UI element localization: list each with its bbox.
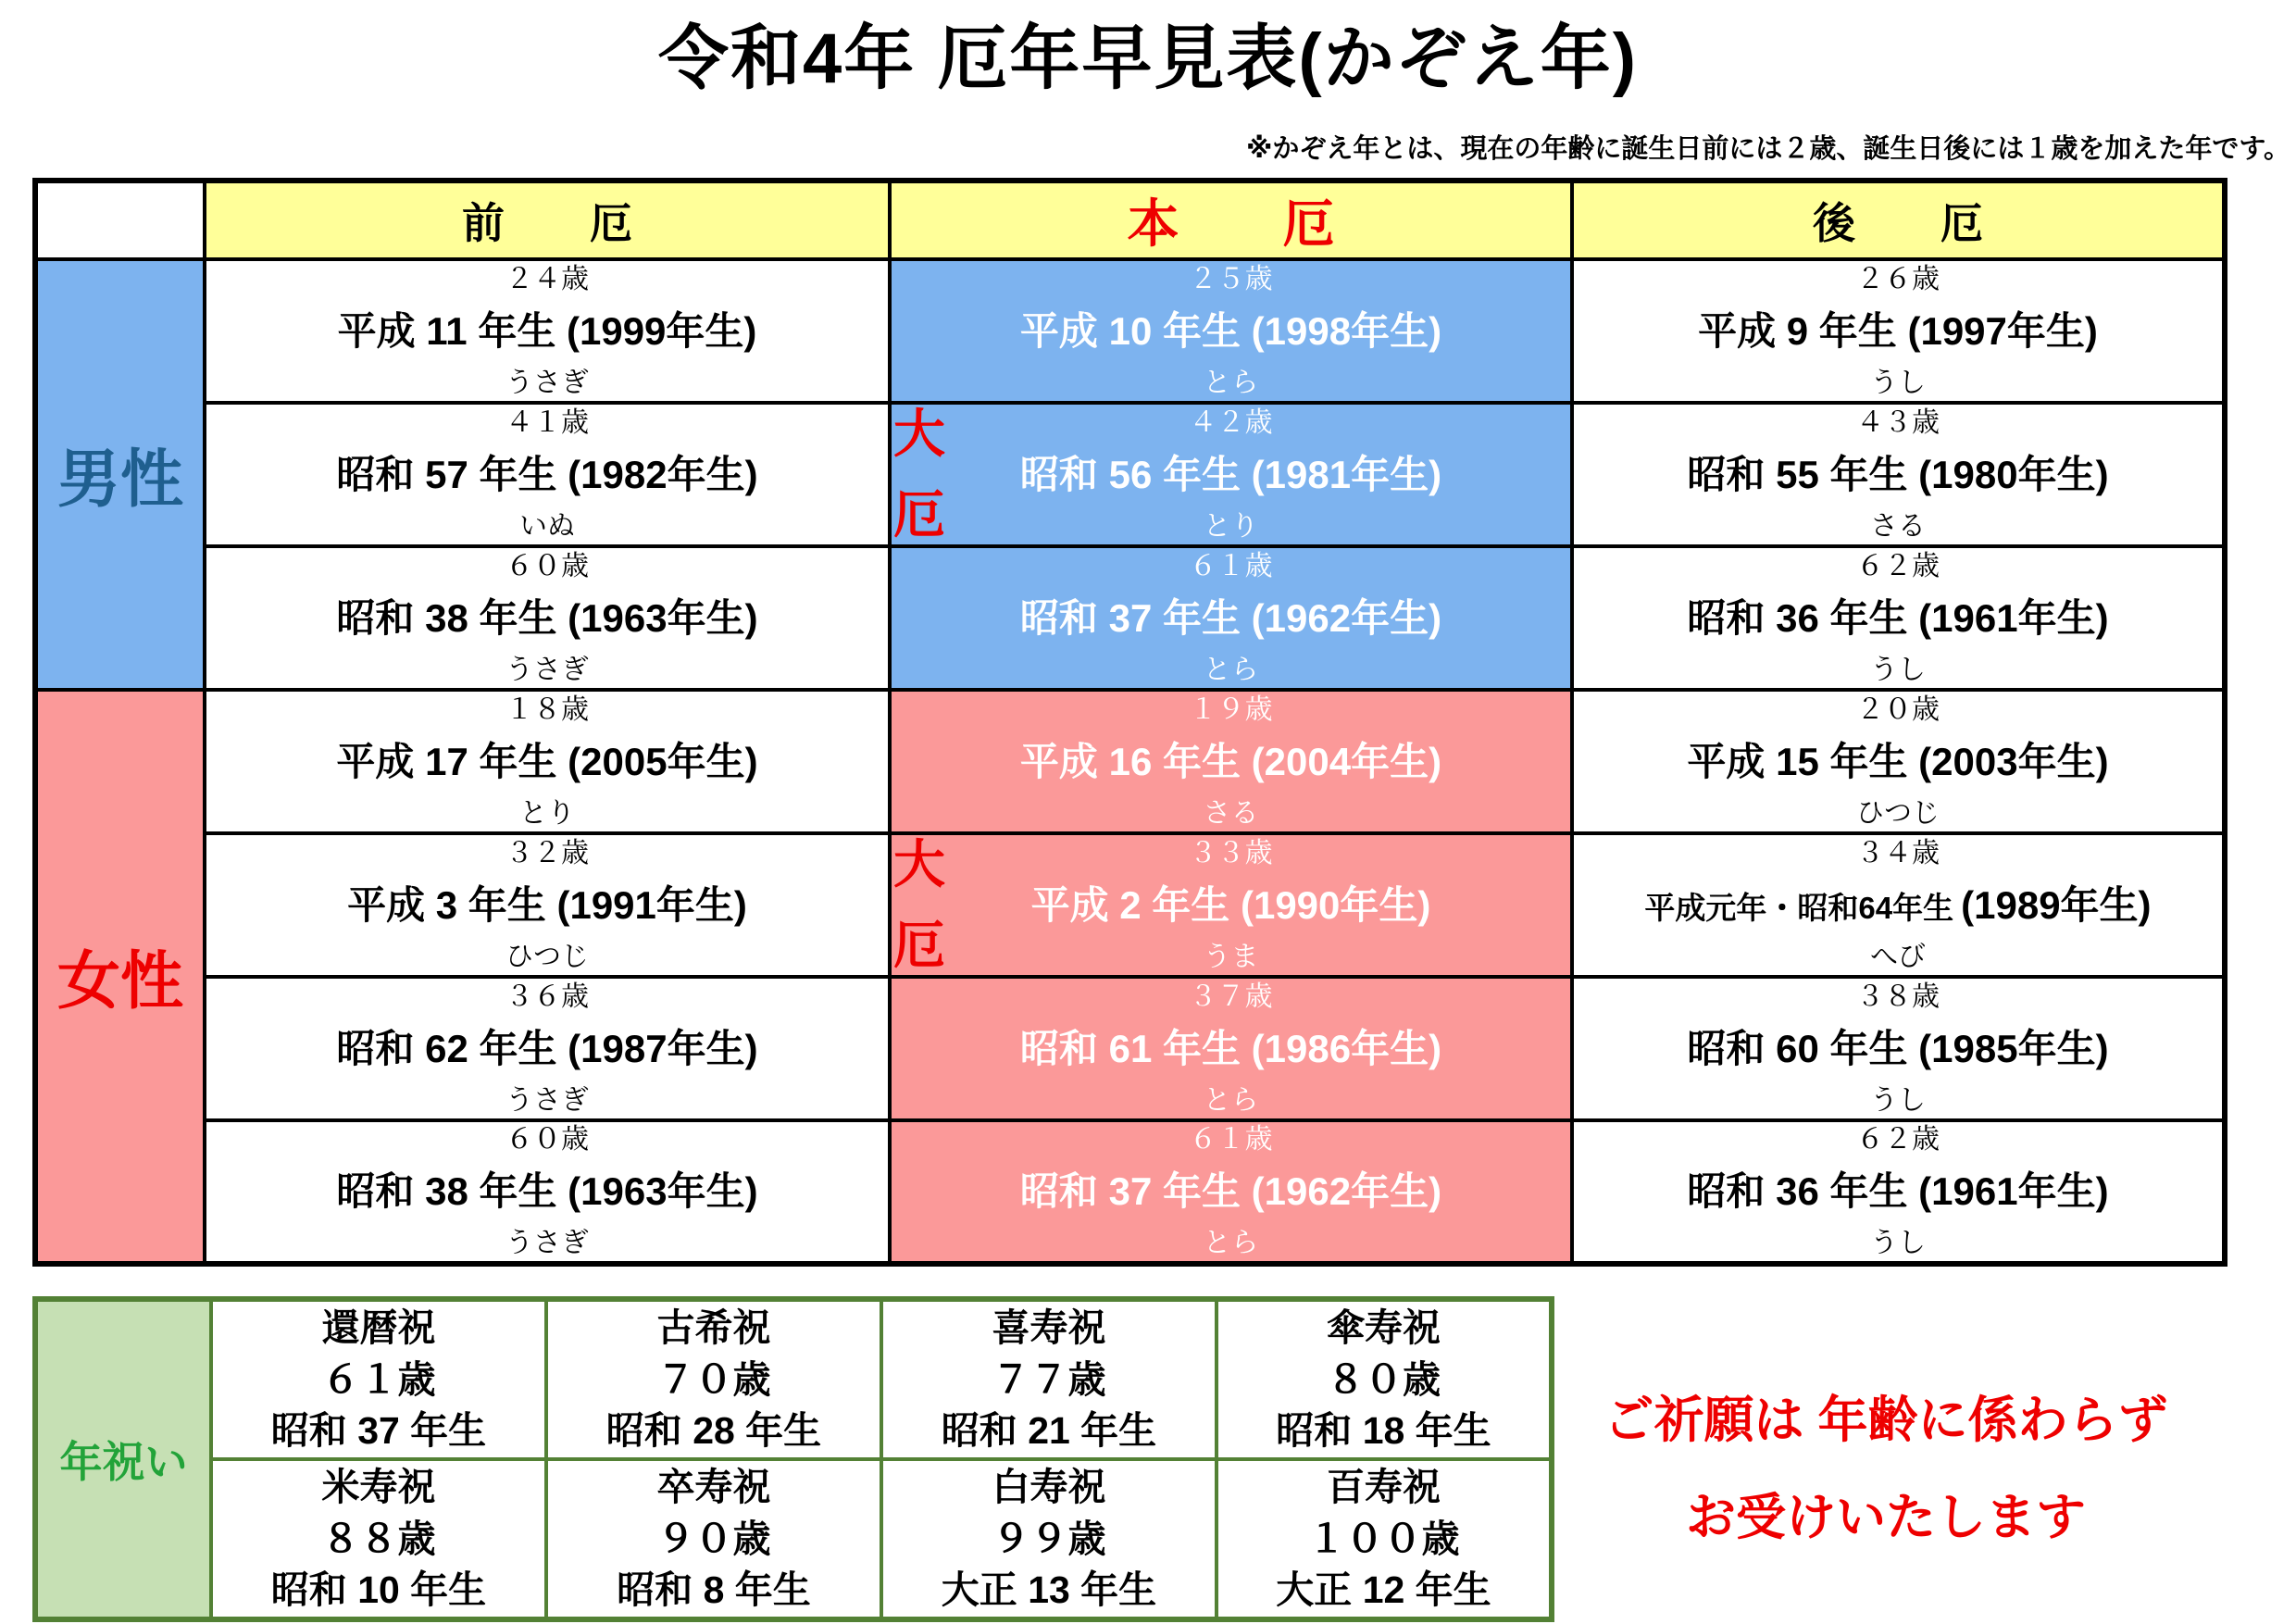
year-line: 平成 10 年生 (1998年生) [1019, 308, 1442, 353]
col-header-maeyaku: 前 厄 [205, 181, 890, 259]
celebration-cell-hyakuju [1217, 1459, 1552, 1619]
cell-male2-maeyaku [205, 403, 890, 546]
cell-male1-honyaku [890, 259, 1572, 403]
year-line: 昭和 56 年生 (1981年生) [1019, 452, 1442, 496]
celebration-row [35, 1459, 1552, 1619]
celebration-cell-beiju [211, 1459, 546, 1619]
table-row [35, 690, 2225, 833]
zodiac-line: ひつじ [1856, 797, 1940, 829]
group-label-female: 女性 [35, 690, 205, 1264]
year-line: 昭和 36 年生 (1961年生) [1687, 1169, 2109, 1213]
zodiac-line: うし [1870, 367, 1926, 398]
table-row [35, 546, 2225, 690]
zodiac-line: さる [1870, 510, 1926, 542]
zodiac-line: とら [1203, 654, 1259, 685]
celebration-name: 卒寿祝 [656, 1466, 771, 1508]
page-title: 令和4年 厄年早見表(かぞえ年) [658, 19, 1638, 98]
year-line: 昭和 38 年生 (1963年生) [336, 1169, 758, 1213]
age-line: １９歳 [1189, 693, 1273, 725]
col-header-atoyaku: 後 厄 [1572, 181, 2225, 259]
taiyaku-mark [893, 835, 945, 974]
age-line: ３７歳 [1189, 981, 1273, 1012]
age-line: ６０歳 [505, 1124, 589, 1155]
zodiac-line: とら [1203, 1084, 1259, 1116]
col-header-honyaku: 本 厄 [890, 181, 1572, 259]
cell-male2-atoyaku [1572, 403, 2225, 546]
cell-female2-maeyaku [205, 833, 890, 977]
celebration-name: 百寿祝 [1327, 1466, 1441, 1508]
celebration-age: ７０歳 [656, 1357, 771, 1401]
celebration-cell-kiju [881, 1299, 1217, 1459]
cell-female1-honyaku [890, 690, 1572, 833]
celebration-age: ９０歳 [656, 1517, 771, 1560]
kazoedoshi-note: ※かぞえ年とは、現在の年齢に誕生日前には２歳、誕生日後には１歳を加えた年です。 [1246, 134, 2290, 164]
cell-female2-honyaku [890, 833, 1572, 977]
header-row [35, 181, 2225, 259]
zodiac-line: とり [1203, 510, 1259, 542]
celebration-age: ７７歳 [992, 1357, 1106, 1401]
celebration-table [32, 1296, 1554, 1622]
age-line: ４２歳 [1189, 406, 1273, 438]
celebration-cell-kanreki [211, 1299, 546, 1459]
age-line: ２５歳 [1189, 263, 1273, 294]
year-line: 平成 9 年生 (1997年生) [1698, 308, 2098, 353]
cell-female3-maeyaku [205, 977, 890, 1120]
celebration-name: 喜寿祝 [992, 1306, 1106, 1349]
yakudoshi-table [32, 178, 2227, 1267]
celebration-cell-koki [546, 1299, 881, 1459]
celebration-year: 昭和 21 年生 [941, 1409, 1157, 1452]
zodiac-line: うさぎ [505, 1084, 589, 1116]
zodiac-line: とり [519, 797, 575, 829]
age-line: ２６歳 [1856, 263, 1940, 294]
age-line: ６１歳 [1189, 1124, 1273, 1155]
blessing-message [1550, 1393, 2222, 1546]
zodiac-line: へび [1870, 941, 1926, 972]
cell-female4-atoyaku [1572, 1120, 2225, 1264]
year-line: 昭和 57 年生 (1982年生) [336, 452, 758, 496]
celebration-year: 昭和 28 年生 [605, 1409, 822, 1452]
year-line: 昭和 55 年生 (1980年生) [1687, 452, 2109, 496]
celebration-age: ８８歳 [321, 1517, 436, 1560]
cell-female4-honyaku [890, 1120, 1572, 1264]
age-line: ３２歳 [505, 837, 589, 868]
taiyaku-char-top: 大 [893, 405, 945, 463]
celebration-year: 昭和 10 年生 [270, 1568, 487, 1611]
age-line: ３３歳 [1189, 837, 1273, 868]
cell-male3-maeyaku [205, 546, 890, 690]
cell-female4-maeyaku [205, 1120, 890, 1264]
year-line: 平成 15 年生 (2003年生) [1687, 739, 2109, 783]
celebration-row [35, 1299, 1552, 1459]
cell-female3-atoyaku [1572, 977, 2225, 1120]
taiyaku-char-bottom: 厄 [893, 485, 945, 543]
zodiac-line: うさぎ [505, 1228, 589, 1258]
zodiac-line: うし [1870, 1084, 1926, 1116]
age-line: ６０歳 [505, 550, 589, 581]
year-line: 平成 2 年生 (1990年生) [1030, 882, 1431, 927]
zodiac-line: とら [1203, 367, 1259, 398]
table-row [35, 1120, 2225, 1264]
message-line-1: ご祈願は 年齢に係わらず [1603, 1393, 2168, 1448]
year-line: 平成 11 年生 (1999年生) [337, 308, 757, 353]
message-line-2: お受けいたします [1686, 1490, 2086, 1546]
year-line: 昭和 62 年生 (1987年生) [336, 1026, 758, 1070]
celebration-cell-sotsuju [546, 1459, 881, 1619]
celebration-year: 大正 12 年生 [1276, 1568, 1491, 1611]
taiyaku-mark [893, 405, 945, 543]
celebration-year: 大正 13 年生 [941, 1568, 1157, 1611]
group-label-male: 男性 [35, 259, 205, 690]
age-line: ３４歳 [1856, 837, 1940, 868]
celebration-cell-hakuju [881, 1459, 1217, 1619]
year-line: 昭和 61 年生 (1986年生) [1019, 1026, 1442, 1070]
cell-male1-atoyaku [1572, 259, 2225, 403]
year-line: 平成 3 年生 (1991年生) [347, 882, 747, 927]
year-line: 昭和 38 年生 (1963年生) [336, 595, 758, 640]
zodiac-line: とら [1203, 1228, 1259, 1258]
cell-male3-atoyaku [1572, 546, 2225, 690]
celebration-age: ６１歳 [321, 1357, 436, 1401]
year-main: (1989年生) [1961, 882, 2152, 927]
zodiac-line: うさぎ [505, 654, 589, 685]
zodiac-line: うし [1870, 1228, 1926, 1258]
zodiac-line: ひつじ [505, 941, 589, 972]
taiyaku-char-top: 大 [893, 835, 945, 893]
cell-male3-honyaku [890, 546, 1572, 690]
celebration-cell-sanju [1217, 1299, 1552, 1459]
celebration-age: ９９歳 [992, 1517, 1106, 1560]
age-line: ３８歳 [1856, 981, 1940, 1012]
year-line: 平成 17 年生 (2005年生) [336, 739, 758, 783]
year-line: 昭和 60 年生 (1985年生) [1687, 1026, 2109, 1070]
age-line: ２０歳 [1856, 693, 1940, 725]
zodiac-line: いぬ [519, 510, 575, 542]
table-row [35, 259, 2225, 403]
cell-male2-honyaku [890, 403, 1572, 546]
celebration-label: 年祝い [35, 1299, 211, 1619]
age-line: ６２歳 [1856, 550, 1940, 581]
table-row [35, 403, 2225, 546]
celebration-name: 米寿祝 [321, 1466, 436, 1508]
celebration-name: 傘寿祝 [1327, 1306, 1441, 1349]
table-row [35, 833, 2225, 977]
age-line: ３６歳 [505, 981, 589, 1012]
age-line: ４１歳 [505, 406, 589, 438]
celebration-age: １００歳 [1307, 1517, 1460, 1560]
celebration-year: 昭和 18 年生 [1276, 1409, 1491, 1452]
year-line: 昭和 37 年生 (1962年生) [1019, 595, 1442, 640]
table-row [35, 977, 2225, 1120]
celebration-year: 昭和 8 年生 [617, 1568, 811, 1611]
zodiac-line: うま [1203, 941, 1259, 972]
zodiac-line: うさぎ [505, 367, 589, 398]
age-line: １８歳 [505, 693, 589, 725]
cell-male1-maeyaku [205, 259, 890, 403]
celebration-year: 昭和 37 年生 [270, 1409, 487, 1452]
zodiac-line: さる [1203, 797, 1259, 829]
cell-female3-honyaku [890, 977, 1572, 1120]
zodiac-line: うし [1870, 654, 1926, 685]
era-prefix: 平成元年・昭和64年生 [1644, 890, 1954, 925]
year-line [1644, 882, 2152, 927]
taiyaku-char-bottom: 厄 [893, 916, 945, 974]
age-line: ６１歳 [1189, 550, 1273, 581]
cell-female1-maeyaku [205, 690, 890, 833]
celebration-name: 白寿祝 [992, 1466, 1106, 1508]
age-line: ６２歳 [1856, 1124, 1940, 1155]
celebration-age: ８０歳 [1327, 1357, 1441, 1401]
corner-cell [35, 181, 205, 259]
year-line: 昭和 37 年生 (1962年生) [1019, 1169, 1442, 1213]
age-line: ２４歳 [505, 263, 589, 294]
celebration-name: 還暦祝 [321, 1306, 436, 1349]
celebration-name: 古希祝 [656, 1306, 771, 1349]
cell-female1-atoyaku [1572, 690, 2225, 833]
year-line: 昭和 36 年生 (1961年生) [1687, 595, 2109, 640]
cell-female2-atoyaku [1572, 833, 2225, 977]
year-line: 平成 16 年生 (2004年生) [1019, 739, 1442, 783]
age-line: ４３歳 [1856, 406, 1940, 438]
